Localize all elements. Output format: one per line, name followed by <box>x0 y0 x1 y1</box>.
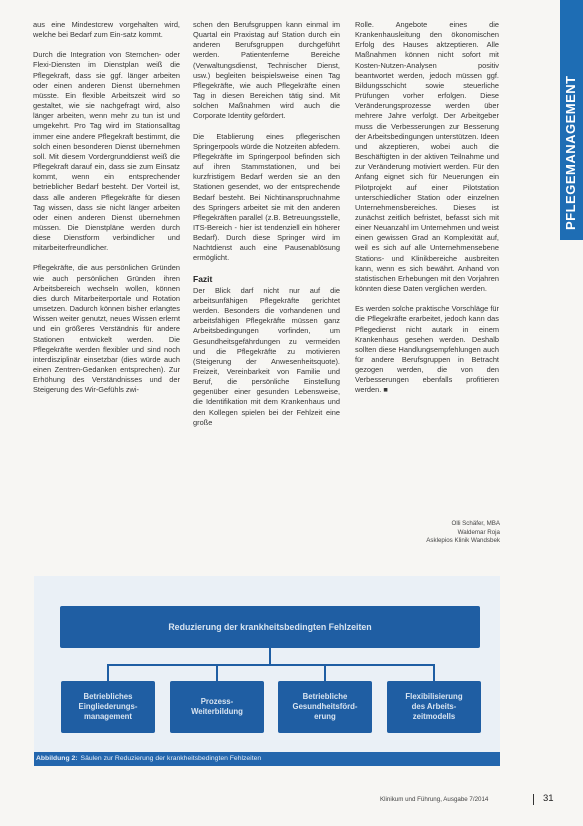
diagram-pillar-box: Betriebliches Eingliederungs- management <box>61 681 155 733</box>
figure-caption-label: Abbildung 2: <box>36 755 78 762</box>
paragraph: Es werden solche praktische Vorschläge für die Pflegekräfte erarbeitet, jedoch kann das Pflegedienst nicht autark in einem Krankenhaus gesehen werden. Deshalb sollten diese Handlungsempfehlungen auch für andere Berufsgruppen in Betracht gezogen werden, die von den Verbesserungen ebenfalls profitieren werden. ■ <box>355 304 499 395</box>
journal-footer: Klinikum und Führung, Ausgabe 7/2014 <box>380 796 489 803</box>
connector-line <box>269 648 271 664</box>
text-column-3 <box>355 20 499 406</box>
section-tab-label: PFLEGEMANAGEMENT <box>563 75 578 230</box>
text-column-1 <box>33 20 180 405</box>
diagram-pillar-box: Betriebliche Gesundheitsförd- erung <box>278 681 372 733</box>
text-column-2 <box>193 20 340 438</box>
paragraph: Der Blick darf nicht nur auf die arbeitsunfähigen Pflegekräfte gerichtet werden. Besonders die vorhandenen und arbeitsfähigen Pflegekräfte müssen ganz Arbeitsbedingungen vorfinden, um Gesundheitsgefährdungen zu vermeiden und die Pflegekräfte zu motivieren (Steigerung der Anwesenheitsquote). Freizeit, Vereinbarkeit von Familie und Beruf, die persönliche Einstellung gegenüber einer gesunden Lebensweise, die Identifikation mit dem Krankenhaus und den Kollegen spielen bei der Fehlzeit eine große <box>193 285 340 427</box>
page-number: 31 <box>543 793 554 804</box>
figure-caption-text: Säulen zur Reduzierung der krankheitsbedingten Fehlzeiten <box>80 755 262 762</box>
author-name-2: Waldemar Roja <box>457 528 500 536</box>
section-heading-fazit: Fazit <box>193 273 213 284</box>
paragraph: aus eine Mindestcrew vorgehalten wird, welche bei Bedarf zum Ein-satz kommt. <box>33 20 180 40</box>
paragraph: Pflegekräfte, die aus persönlichen Gründen wie auch persönlichen Gründen ihren Arbeitsbereich wechseln wollen, können dies durch Mitarbeiterportale und Rotation umsetzen. Dadurch können bisher erlangtes Wissen weiter genutzt, neues Wissen erlernt und ein größeres Verständnis für andere Stationen entwickelt werden. Die Pflegekräfte werden flexibler und sind noch interdisziplinär einsetzbar (dies würde auch einen Zentren-Gedanken entsprechen). Zur Erhöhung des Verständnisses und der Steigerung des Wir-Gefühls zwi- <box>33 263 180 395</box>
figure-pillars-diagram <box>34 576 500 766</box>
connector-line <box>107 664 109 681</box>
paragraph: schen den Berufsgruppen kann einmal im Quartal ein Praxistag auf Station durch ein anderen Berufsgruppen durchgeführt werden. Patientenferne Bereiche (Verwaltungsdienst, Technischer Dienst, usw.) begleiten beispielsweise einen Tag Pflegekräfte, wie auch Pflegekräfte einen Tag in diesen Bereichen tätig sind. Mit solchen Maßnahmen wird auch die Corporate Identity gefördert. <box>193 20 340 121</box>
footer-divider <box>533 794 534 805</box>
author-block <box>360 520 500 546</box>
connector-line <box>324 664 326 681</box>
paragraph: Die Etablierung eines pflegerischen Springerpools würde die Notzeiten abfedern. Pflegekräfte im Springerpool befinden sich auf ihren Stammstationen, und bei kurzfristigem Bedarf werden sie an den Stationen gesendet, wo der entsprechende Bedarf besteht. Bei Nichtinanspruchnahme des Springers arbeitet sie mit den anderen Pflegekräften parallel (z.B. Betreuungsstelle, ITS-Bereich - hier ist tendenziell ein höherer Bedarf). Durch diese Springer wird im Nachtdienst auch eine Pausenablösung ermöglicht. <box>193 131 340 263</box>
diagram-pillar-box: Flexibilisierung des Arbeits- zeitmodells <box>387 681 481 733</box>
author-affiliation: Asklepios Klinik Wandsbek <box>426 537 500 544</box>
paragraph: Durch die Integration von Sternchen- oder Flexi-Diensten im Dienstplan weiß die Pflegekraft, dass sie ggf. länger arbeiten oder einen anderen Dienst übernehmen müsste. Ein flexible Arbeitszeit wird so gestaltet, wie sie nachgefragt wird, also länger arbeiten, wenn mehr zu tun ist und umgekehrt. Pro Tag wird im Stationsalltag immer eine andere Pflegekraft bestimmt, die solch einen besonderen Dienst übernehmen soll. Mit diesem Vordergrunddienst weiß die Pflegekraft darauf ein, dass sie zum Einsatz kommt, wenn ein entsprechender betrieblicher Bedarf besteht. Der Vorteil ist, dass alle anderen Pflegekräfte für diesen Tag wissen, dass sie nicht länger arbeiten oder einen anderen Dienst übernehmen müssen. Die Dienstpläne werden durch diese Dienstform verbindlicher und mitarbeiterfreundlicher. <box>33 50 180 253</box>
connector-line <box>107 664 435 666</box>
connector-line <box>216 664 218 681</box>
figure-caption <box>34 752 500 766</box>
paragraph: Rolle. Angebote eines die Krankenhausleitung den ökonomischen Erfolg des Hauses aktzeptieren. Alle Maßnahmen können nicht sofort mit Kosten-Nutzen-Analysen positiv beantwortet werden, jedoch müssen ggf. Bildungsschicht sowie steuerliche Prüfungen vorher erfolgen. Diese Veränderungsprozesse werden über mehrere Jahre verfolgt. Der Arbeitgeber muss die Verbesserungen zur Besserung der Arbeitsbedingungen unterstützen. Ideen und akzeptieren, wobei auch die Beschäftigten in der aktiven Teilnahme und zur Veränderung motiviert werden. Für den Anfang eignet sich für Neuerungen ein Pilotprojekt auf einer Pilotstation unterschiedlicher Station oder einzelnen Unternehmensbereiches. Dieses ist zunächst zeitlich befristet, befasst sich mit einer Neuanzahl im Unternehmen und weist einen gewissen Grad an Komplexität auf, weil es sich auf alle Unternehmensebene Stations- und Klinikbereiche ausbreiten kann, wenn es sich bewährt. Anhand von statistischen Erhebungen mit den Vorjahren könnten diese Daten verglichen werden. <box>355 20 499 294</box>
diagram-pillar-box: Prozess- Weiterbildung <box>170 681 264 733</box>
author-name-1: Olli Schäfer, MBA <box>451 520 500 527</box>
section-tab <box>560 0 583 240</box>
connector-line <box>433 664 435 681</box>
diagram-goal-box: Reduzierung der krankheitsbedingten Fehlzeiten <box>60 606 480 648</box>
